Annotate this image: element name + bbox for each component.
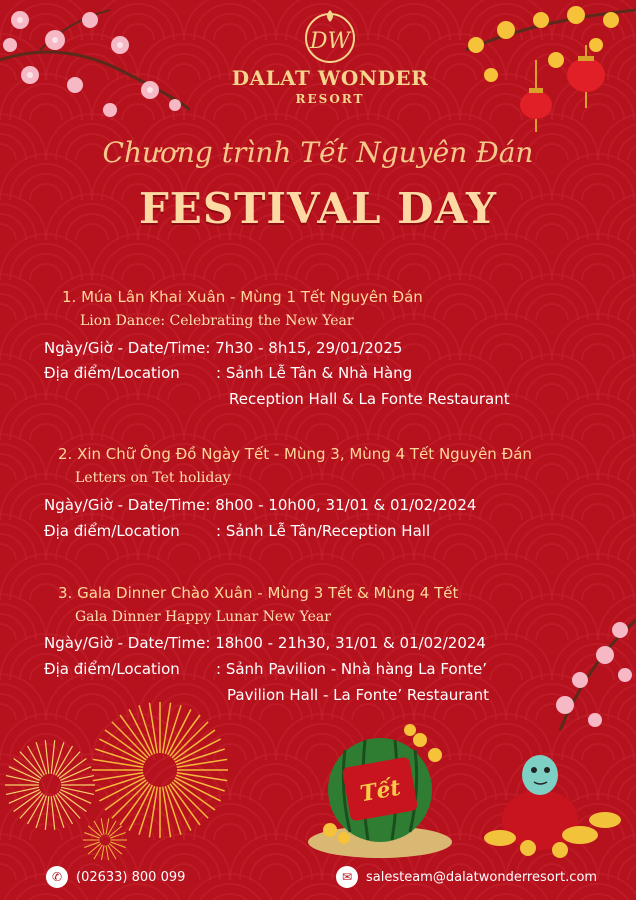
event-1-location-label: Địa điểm/Location [44, 364, 180, 382]
event-1-time: Ngày/Giờ - Date/Time: 7h30 - 8h15, 29/01/2025 [44, 339, 403, 357]
email-address: salesteam@dalatwonderresort.com [366, 869, 598, 885]
dalat-wonder-logo [230, 6, 430, 110]
phone-number: (02633) 800 099 [76, 869, 186, 885]
watermelon-tet-decoration [300, 720, 470, 860]
phone-icon: ✆ [46, 866, 68, 888]
logo-sub: RESORT [295, 92, 365, 106]
apricot-lantern-topright [456, 0, 636, 140]
event-2-english: Letters on Tet holiday [75, 470, 231, 486]
snake-gold-decoration [470, 720, 636, 860]
event-3-english: Gala Dinner Happy Lunar New Year [75, 609, 331, 625]
cherry-blossom-branch-topleft [0, 0, 190, 130]
festival-title: FESTIVAL DAY [138, 184, 498, 233]
event-2-time: Ngày/Giờ - Date/Time: 8h00 - 10h00, 31/01 & 01/02/2024 [44, 496, 477, 514]
phone-contact[interactable] [46, 866, 185, 888]
event-1-english: Lion Dance: Celebrating the New Year [80, 313, 354, 329]
event-3-location-label: Địa điểm/Location [44, 660, 180, 678]
event-3-location-value: : Sảnh Pavilion - Nhà hàng La Fonte’ [216, 660, 488, 678]
event-1-location-value: : Sảnh Lễ Tân & Nhà Hàng [216, 364, 413, 382]
cherry-blossom-branch-right [520, 600, 636, 740]
watermelon-tet-text: Tết [358, 774, 403, 808]
email-icon: ✉ [336, 866, 358, 888]
fireworks-bottomleft [0, 700, 240, 860]
event-2-title: 2. Xin Chữ Ông Đồ Ngày Tết - Mùng 3, Mùng 4 Tết Nguyên Đán [58, 445, 532, 463]
event-1-location-value-2: Reception Hall & La Fonte Restaurant [229, 390, 510, 408]
event-2-location-value: : Sảnh Lễ Tân/Reception Hall [216, 522, 431, 540]
email-contact[interactable] [336, 866, 597, 888]
event-3-time: Ngày/Giờ - Date/Time: 18h00 - 21h30, 31/01 & 01/02/2024 [44, 634, 486, 652]
event-2-location-label: Địa điểm/Location [44, 522, 180, 540]
logo-monogram: DW [309, 29, 351, 54]
program-subtitle: Chương trình Tết Nguyên Đán [102, 136, 534, 169]
logo-name: DALAT WONDER [231, 66, 429, 90]
event-3-title: 3. Gala Dinner Chào Xuân - Mùng 3 Tết & Mùng 4 Tết [58, 584, 459, 602]
dw-monogram-icon [300, 6, 360, 66]
event-3-location-value-2: Pavilion Hall - La Fonte’ Restaurant [227, 686, 490, 704]
event-1-title: 1. Múa Lân Khai Xuân - Mùng 1 Tết Nguyên Đán [62, 288, 423, 306]
